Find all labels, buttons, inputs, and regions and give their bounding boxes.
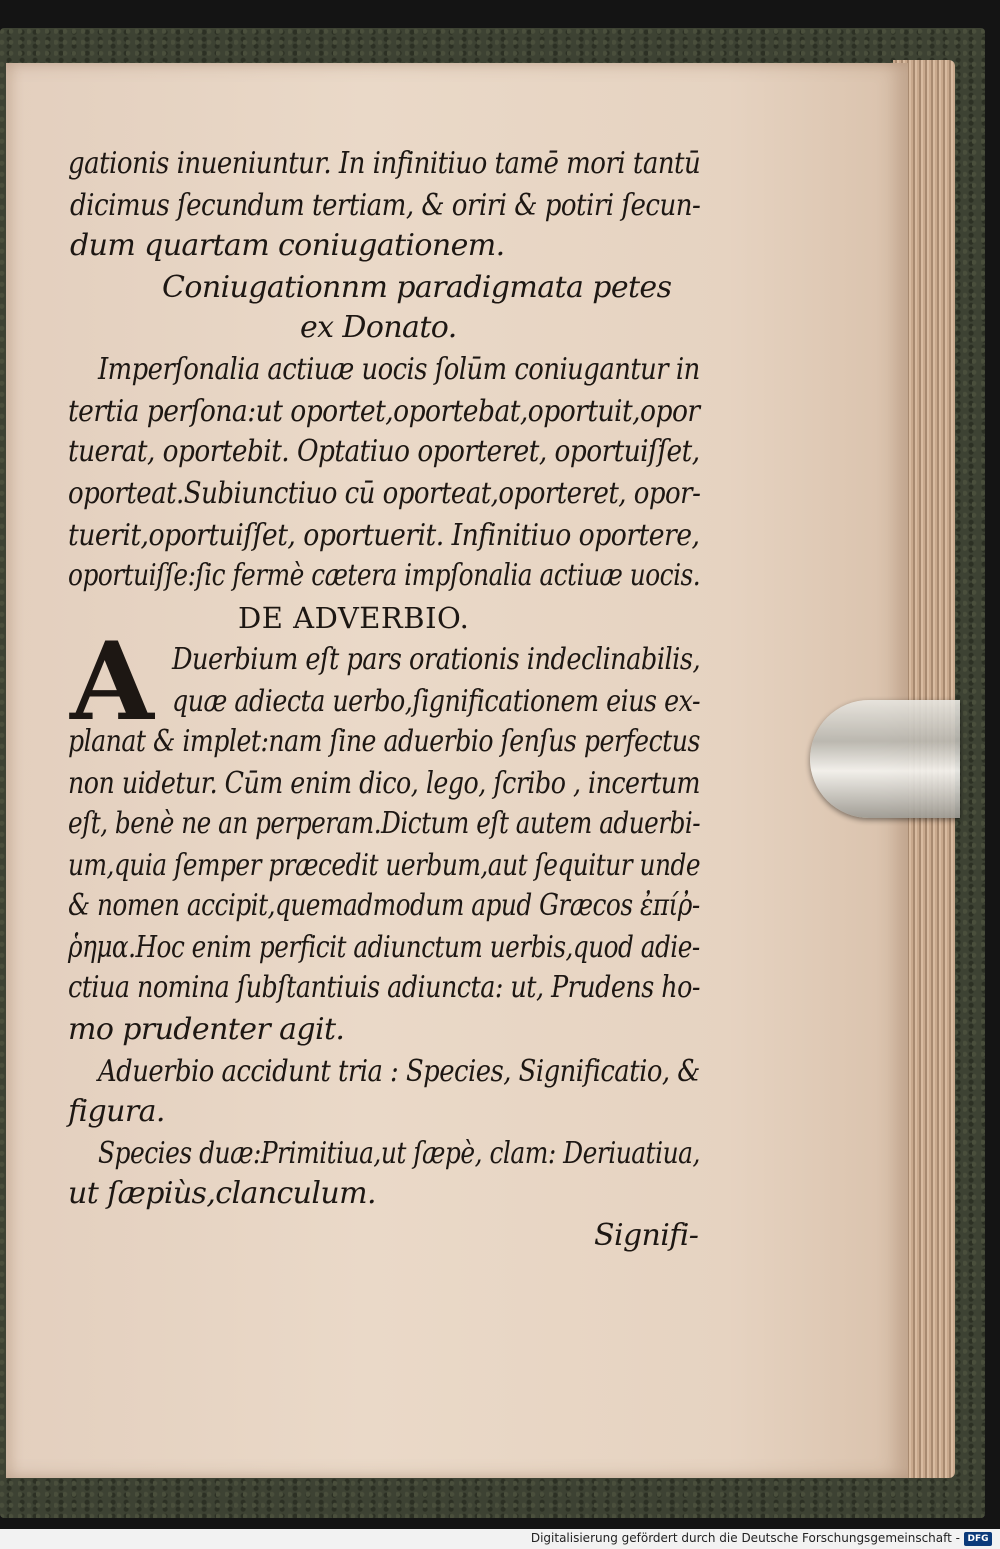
text-line: dum quartam coniugationem. bbox=[70, 228, 505, 263]
text-line: Species duæ:Primitiua,ut ſæpè, clam: Deriuatiua, bbox=[98, 1136, 700, 1171]
text-line: eſt, benè ne an perperam.Dictum eſt autem aduerbi- bbox=[68, 806, 701, 841]
text-line: oportuiſſe:ſic fermè cætera impſonalia actiuæ uocis. bbox=[68, 558, 701, 593]
text-line: Imperſonalia actiuæ uocis ſolūm coniugantur in bbox=[98, 352, 700, 387]
text-line: dicimus ſecundum tertiam, & oriri & potiri ſecun- bbox=[70, 188, 701, 223]
text-line: ex Donato. bbox=[300, 310, 457, 345]
text-line: ut ſæpiùs,clanculum. bbox=[68, 1176, 376, 1211]
drop-cap: A bbox=[70, 619, 154, 745]
text-line: tertia perſona:ut oportet,oportebat,oportuit,opor bbox=[68, 394, 700, 429]
text-line: quæ adiecta uerbo,ſignificationem eius ex- bbox=[172, 684, 701, 719]
text-line: ctiua nomina ſubſtantiuis adiuncta: ut, Prudens ho- bbox=[68, 970, 700, 1005]
text-line: non uidetur. Cūm enim dico, lego, ſcribo , incertum bbox=[68, 766, 700, 801]
section-heading: DE ADVERBIO. bbox=[238, 601, 470, 635]
text-line: mo prudenter agit. bbox=[68, 1012, 345, 1047]
text-line: Aduerbio accidunt tria : Species, Significatio, & bbox=[98, 1054, 700, 1089]
text-line: Coniugationnm paradigmata petes bbox=[162, 270, 672, 305]
text-line: oporteat.Subiunctiuo cū oporteat,oporteret, opor- bbox=[68, 476, 701, 511]
text-line: tuerat, oportebit. Optatiuo oporteret, oportuiſſet, bbox=[68, 434, 700, 469]
text-line: & nomen accipit,quemadmodum apud Græcos ἐπίῤ- bbox=[68, 888, 700, 923]
text-line: figura. bbox=[68, 1094, 165, 1129]
dfg-logo: DFG bbox=[964, 1532, 992, 1546]
text-line: tuerit,oportuiſſet, oportuerit. Infinitiuo oportere, bbox=[68, 518, 700, 553]
text-line: um,quia ſemper præcedit uerbum,aut ſequitur unde bbox=[68, 848, 701, 883]
text-line: Duerbium eſt pars orationis indeclinabilis, bbox=[172, 642, 701, 677]
catchword: Signifi- bbox=[594, 1218, 699, 1253]
text-line: planat & implet:nam ſine aduerbio ſenſus perfectus bbox=[68, 724, 700, 759]
text-line: ῥημα.Hoc enim perficit adiunctum uerbis,quod adie- bbox=[68, 930, 700, 965]
text-line: gationis inueniuntur. In infinitiuo tamē mori tantū bbox=[68, 146, 701, 181]
footer-credit: Digitalisierung gefördert durch die Deutsche Forschungsgemeinschaft - bbox=[530, 1531, 960, 1545]
footer-bar bbox=[0, 1529, 1000, 1549]
